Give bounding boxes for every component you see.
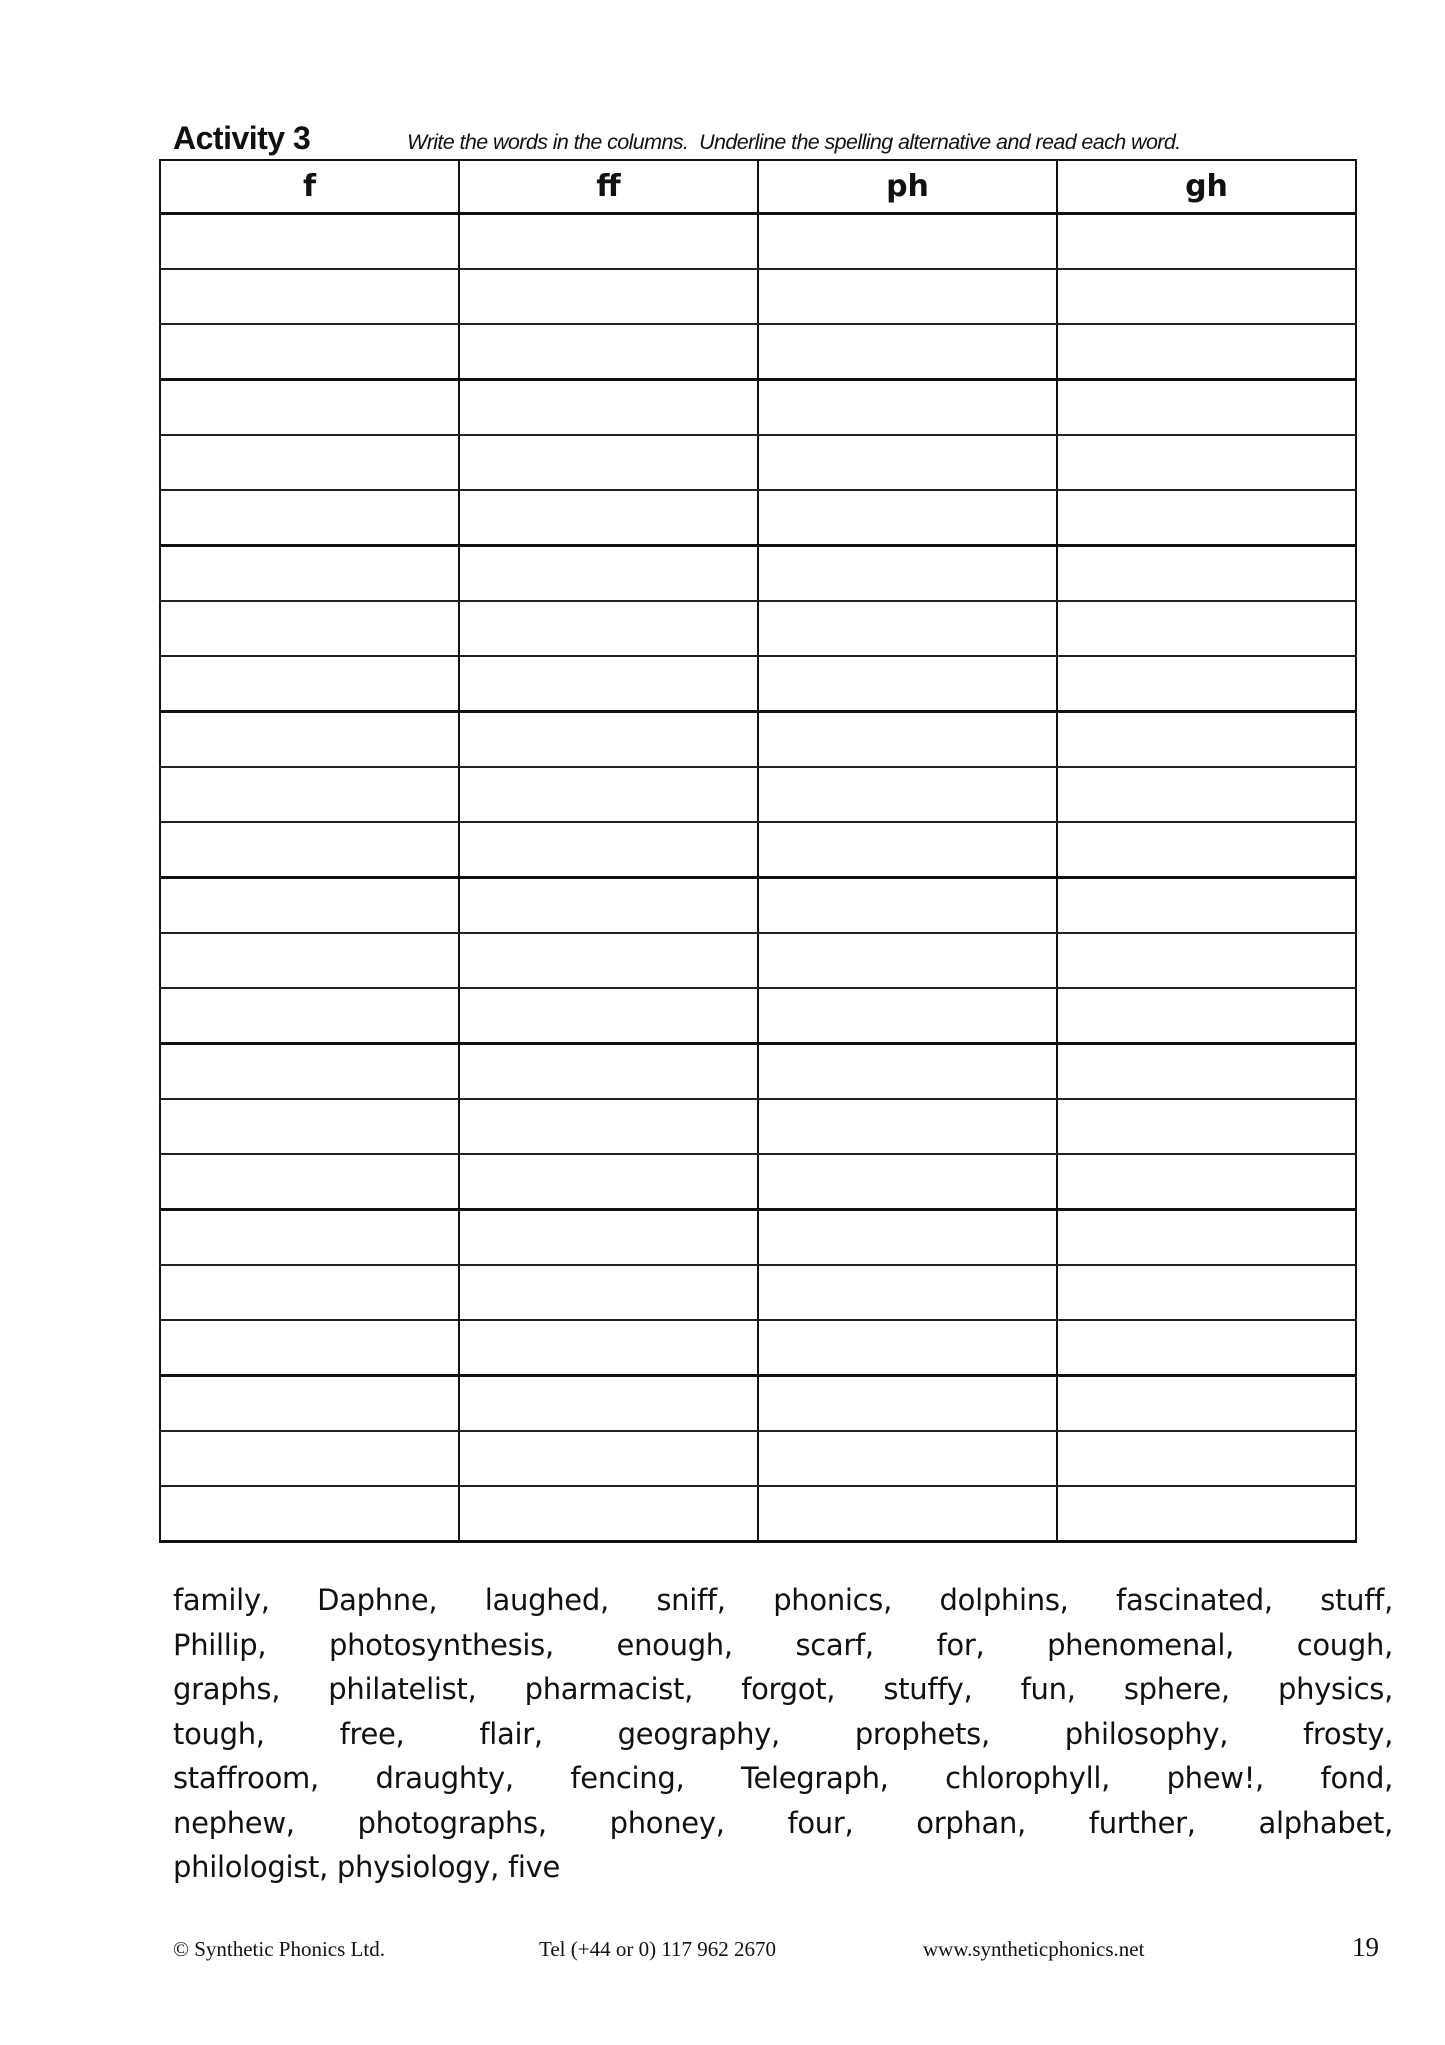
answer-cell-gh[interactable] [1057, 767, 1356, 822]
footer-copyright: © Synthetic Phonics Ltd. [173, 1937, 385, 1961]
answer-cell-ph[interactable] [758, 1320, 1057, 1376]
answer-cell-gh[interactable] [1057, 878, 1356, 934]
table-row [160, 214, 1356, 270]
table-row [160, 933, 1356, 988]
table-row [160, 767, 1356, 822]
answer-cell-ff[interactable] [459, 269, 758, 324]
answer-cell-ff[interactable] [459, 490, 758, 546]
table-row [160, 712, 1356, 768]
table-row [160, 601, 1356, 656]
answer-cell-ff[interactable] [459, 878, 758, 934]
word-bank-line: philologist, physiology, five [173, 1850, 561, 1884]
answer-cell-ff[interactable] [459, 1265, 758, 1320]
answer-cell-ff[interactable] [459, 712, 758, 768]
answer-cell-gh[interactable] [1057, 490, 1356, 546]
table-row [160, 1044, 1356, 1100]
answer-cell-ph[interactable] [758, 435, 1057, 490]
answer-cell-gh[interactable] [1057, 1044, 1356, 1100]
answer-cell-gh[interactable] [1057, 1154, 1356, 1210]
answer-cell-f[interactable] [160, 878, 459, 934]
answer-cell-gh[interactable] [1057, 324, 1356, 380]
answer-cell-ff[interactable] [459, 767, 758, 822]
table-row [160, 546, 1356, 602]
table-row [160, 878, 1356, 934]
answer-cell-ff[interactable] [459, 933, 758, 988]
answer-cell-ph[interactable] [758, 324, 1057, 380]
column-header-f: f [160, 160, 459, 214]
table-row [160, 324, 1356, 380]
answer-cell-ph[interactable] [758, 767, 1057, 822]
answer-cell-f[interactable] [160, 214, 459, 270]
answer-cell-f[interactable] [160, 656, 459, 712]
answer-cell-f[interactable] [160, 1320, 459, 1376]
answer-cell-ff[interactable] [459, 601, 758, 656]
answer-cell-ph[interactable] [758, 822, 1057, 878]
answer-cell-gh[interactable] [1057, 712, 1356, 768]
spelling-columns-table [159, 159, 1357, 1543]
answer-cell-ph[interactable] [758, 988, 1057, 1044]
answer-cell-gh[interactable] [1057, 380, 1356, 436]
answer-cell-ff[interactable] [459, 435, 758, 490]
word-bank-line: Phillip, photosynthesis, enough, scarf, for, phenomenal, cough, [173, 1627, 1393, 1662]
answer-cell-ph[interactable] [758, 601, 1057, 656]
table-row [160, 1099, 1356, 1154]
word-bank-line: family, Daphne, laughed, sniff, phonics, dolphins, fascinated, stuff, [173, 1583, 1393, 1617]
answer-cell-ff[interactable] [459, 988, 758, 1044]
answer-cell-gh[interactable] [1057, 269, 1356, 324]
answer-cell-ff[interactable] [459, 380, 758, 436]
footer-website: www.syntheticphonics.net [923, 1937, 1145, 1961]
answer-cell-ff[interactable] [459, 1210, 758, 1266]
answer-cell-gh[interactable] [1057, 988, 1356, 1044]
answer-cell-ff[interactable] [459, 546, 758, 602]
answer-cell-f[interactable] [160, 1265, 459, 1320]
answer-cell-ff[interactable] [459, 214, 758, 270]
table-row [160, 1486, 1356, 1542]
answer-cell-ph[interactable] [758, 1154, 1057, 1210]
answer-cell-ph[interactable] [758, 214, 1057, 270]
answer-cell-ff[interactable] [459, 1320, 758, 1376]
answer-cell-f[interactable] [160, 712, 459, 768]
answer-cell-ph[interactable] [758, 380, 1057, 436]
word-bank-line: staffroom, draughty, fencing, Telegraph, chlorophyll, phew!, fond, [173, 1761, 1393, 1795]
answer-cell-gh[interactable] [1057, 1431, 1356, 1486]
column-header-ph: ph [758, 160, 1057, 214]
answer-cell-ph[interactable] [758, 546, 1057, 602]
word-bank-line: graphs, philatelist, pharmacist, forgot, stuffy, fun, sphere, physics, [173, 1672, 1393, 1706]
answer-cell-f[interactable] [160, 324, 459, 380]
answer-cell-ph[interactable] [758, 1486, 1057, 1542]
answer-cell-f[interactable] [160, 1044, 459, 1100]
answer-cell-ph[interactable] [758, 490, 1057, 546]
table-row [160, 988, 1356, 1044]
answer-cell-gh[interactable] [1057, 601, 1356, 656]
answer-cell-ph[interactable] [758, 933, 1057, 988]
answer-cell-gh[interactable] [1057, 435, 1356, 490]
answer-cell-ff[interactable] [459, 1486, 758, 1542]
answer-cell-f[interactable] [160, 435, 459, 490]
answer-cell-ff[interactable] [459, 656, 758, 712]
table-row [160, 1154, 1356, 1210]
page-number: 19 [1352, 1932, 1379, 1962]
table-body [160, 214, 1356, 1542]
answer-cell-f[interactable] [160, 988, 459, 1044]
answer-cell-ph[interactable] [758, 1044, 1057, 1100]
answer-cell-gh[interactable] [1057, 933, 1356, 988]
activity-instructions: Write the words in the columns. Underline the spelling alternative and read each word. [407, 130, 1181, 154]
answer-cell-f[interactable] [160, 1431, 459, 1486]
answer-cell-ph[interactable] [758, 1265, 1057, 1320]
activity-title: Activity 3 [173, 120, 311, 156]
word-bank [173, 1578, 1393, 1890]
answer-cell-f[interactable] [160, 601, 459, 656]
answer-cell-gh[interactable] [1057, 1320, 1356, 1376]
answer-cell-f[interactable] [160, 269, 459, 324]
word-bank-line: tough, free, flair, geography, prophets, philosophy, frosty, [173, 1716, 1393, 1751]
answer-cell-f[interactable] [160, 1376, 459, 1432]
answer-cell-f[interactable] [160, 380, 459, 436]
answer-cell-ph[interactable] [758, 656, 1057, 712]
table-row [160, 490, 1356, 546]
answer-cell-f[interactable] [160, 822, 459, 878]
answer-cell-f[interactable] [160, 490, 459, 546]
answer-cell-f[interactable] [160, 546, 459, 602]
footer-telephone: Tel (+44 or 0) 117 962 2670 [539, 1937, 777, 1961]
answer-cell-ph[interactable] [758, 1210, 1057, 1266]
column-header-ff: ff [459, 160, 758, 214]
table-row [160, 435, 1356, 490]
answer-cell-ph[interactable] [758, 1376, 1057, 1432]
word-bank-line: nephew, photographs, phoney, four, orphan, further, alphabet, [173, 1805, 1393, 1840]
answer-cell-ph[interactable] [758, 1431, 1057, 1486]
answer-cell-gh[interactable] [1057, 214, 1356, 270]
table-row [160, 380, 1356, 436]
table-header-row [160, 160, 1356, 214]
answer-cell-gh[interactable] [1057, 1099, 1356, 1154]
answer-cell-gh[interactable] [1057, 822, 1356, 878]
answer-cell-ph[interactable] [758, 712, 1057, 768]
answer-cell-gh[interactable] [1057, 656, 1356, 712]
answer-cell-ff[interactable] [459, 822, 758, 878]
answer-cell-ff[interactable] [459, 1044, 758, 1100]
table-row [160, 1376, 1356, 1432]
answer-cell-f[interactable] [160, 1154, 459, 1210]
table-row [160, 656, 1356, 712]
answer-cell-gh[interactable] [1057, 1265, 1356, 1320]
table-row [160, 1265, 1356, 1320]
answer-cell-f[interactable] [160, 1486, 459, 1542]
answer-cell-ph[interactable] [758, 1099, 1057, 1154]
answer-cell-f[interactable] [160, 1210, 459, 1266]
answer-cell-ff[interactable] [459, 1099, 758, 1154]
table-row [160, 822, 1356, 878]
table-row [160, 269, 1356, 324]
answer-cell-gh[interactable] [1057, 1210, 1356, 1266]
answer-cell-gh[interactable] [1057, 1486, 1356, 1542]
answer-cell-f[interactable] [160, 767, 459, 822]
answer-cell-ff[interactable] [459, 1431, 758, 1486]
answer-cell-ff[interactable] [459, 1376, 758, 1432]
answer-cell-ph[interactable] [758, 269, 1057, 324]
table-row [160, 1210, 1356, 1266]
answer-cell-gh[interactable] [1057, 546, 1356, 602]
answer-cell-ff[interactable] [459, 324, 758, 380]
answer-cell-ff[interactable] [459, 1154, 758, 1210]
table-row [160, 1320, 1356, 1376]
answer-cell-f[interactable] [160, 1099, 459, 1154]
answer-cell-gh[interactable] [1057, 1376, 1356, 1432]
column-header-gh: gh [1057, 160, 1356, 214]
answer-cell-f[interactable] [160, 933, 459, 988]
table-row [160, 1431, 1356, 1486]
answer-cell-ph[interactable] [758, 878, 1057, 934]
